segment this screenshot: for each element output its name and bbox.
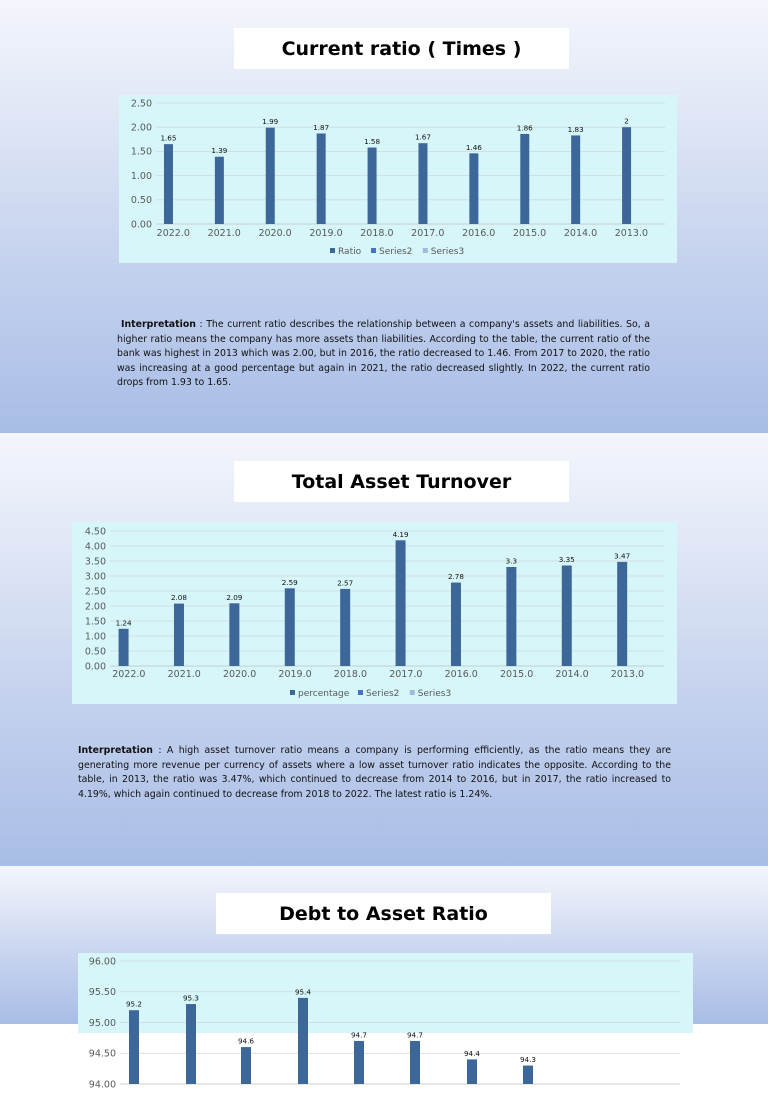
x-tick-label: 2022.0 bbox=[156, 228, 190, 239]
data-label: 1.99 bbox=[262, 117, 279, 127]
section-debt-to-asset bbox=[0, 866, 768, 1091]
data-label: 94.6 bbox=[237, 1036, 255, 1046]
y-tick-label: 1.00 bbox=[84, 631, 106, 643]
chart-current-ratio bbox=[119, 95, 677, 263]
y-tick-label: 1.50 bbox=[130, 146, 152, 158]
legend-label: Series3 bbox=[430, 247, 465, 257]
legend-label: Series3 bbox=[417, 689, 452, 699]
bar bbox=[266, 128, 275, 224]
interpretation-text: The current ratio describes the relationship between a company's assets and liabilities. So, a higher ratio means the company has more assets than liabilities. According to the table, the current ratio of the bank was highest in 2013 which was 2.00, but in 2016, the ratio decreased to 1.46. From 2017 to 2020, the ratio was increasing at a good percentage but again in 2021, the ratio decreased slightly. In 2022, the current ratio drops from 1.93 to 1.65. bbox=[117, 319, 650, 388]
interpretation-label: Interpretation bbox=[121, 319, 196, 330]
data-label: 1.39 bbox=[211, 146, 228, 156]
legend-label: percentage bbox=[298, 689, 350, 699]
bar bbox=[129, 1010, 139, 1084]
data-label: 1.46 bbox=[465, 142, 482, 152]
data-label: 95.2 bbox=[125, 999, 143, 1009]
legend-swatch bbox=[290, 690, 295, 695]
bar bbox=[229, 603, 239, 666]
x-tick-label: 2013.0 bbox=[610, 669, 645, 680]
interpretation-label: Interpretation bbox=[78, 745, 153, 756]
bar bbox=[562, 566, 572, 667]
y-tick-label: 95.00 bbox=[88, 1017, 116, 1029]
bar bbox=[571, 135, 580, 224]
y-tick-label: 0.50 bbox=[130, 195, 152, 207]
y-tick-label: 2.00 bbox=[130, 122, 152, 134]
section-title: Debt to Asset Ratio bbox=[216, 893, 551, 934]
y-tick-label: 1.00 bbox=[130, 170, 152, 182]
data-label: 94.3 bbox=[519, 1055, 537, 1065]
bar bbox=[215, 157, 224, 224]
y-tick-label: 0.00 bbox=[130, 219, 152, 231]
y-tick-label: 3.00 bbox=[84, 571, 106, 583]
data-label: 2.57 bbox=[337, 578, 354, 588]
x-tick-label: 2016.0 bbox=[462, 228, 496, 239]
legend-swatch bbox=[423, 248, 428, 253]
data-label: 2 bbox=[624, 116, 629, 126]
x-tick-label: 2015.0 bbox=[500, 669, 534, 680]
data-label: 94.7 bbox=[350, 1030, 368, 1040]
bar bbox=[241, 1047, 251, 1084]
bar bbox=[396, 540, 406, 666]
section-title: Current ratio ( Times ) bbox=[234, 28, 569, 69]
x-tick-label: 2018.0 bbox=[360, 228, 394, 239]
data-label: 4.19 bbox=[392, 529, 409, 539]
chart-svg bbox=[72, 522, 677, 704]
x-tick-label: 2017.0 bbox=[389, 669, 423, 680]
bar bbox=[467, 1059, 477, 1084]
section-total-asset-turnover bbox=[0, 433, 768, 866]
x-tick-label: 2015.0 bbox=[512, 228, 547, 239]
x-tick-label: 2014.0 bbox=[555, 669, 589, 680]
data-label: 1.83 bbox=[567, 124, 584, 134]
section-current-ratio bbox=[0, 0, 768, 433]
bar bbox=[164, 144, 173, 224]
legend-label: Series2 bbox=[366, 689, 400, 699]
x-tick-label: 2020.0 bbox=[223, 669, 257, 680]
data-label: 1.86 bbox=[516, 123, 533, 133]
data-label: 94.4 bbox=[463, 1048, 481, 1058]
bar bbox=[186, 1004, 196, 1084]
x-tick-label: 2019.0 bbox=[309, 228, 343, 239]
data-label: 3.35 bbox=[558, 555, 575, 564]
y-tick-label: 96.00 bbox=[88, 956, 116, 968]
x-tick-label: 2021.0 bbox=[167, 669, 201, 680]
chart-debt-to-asset bbox=[78, 953, 693, 1091]
x-tick-label: 2019.0 bbox=[278, 669, 312, 680]
interpretation-separator: : bbox=[195, 319, 207, 330]
bar bbox=[418, 143, 427, 224]
data-label: 2.59 bbox=[281, 577, 298, 587]
data-label: 1.24 bbox=[115, 618, 132, 628]
legend-swatch bbox=[330, 248, 335, 253]
legend-swatch bbox=[410, 690, 415, 695]
y-tick-label: 95.50 bbox=[88, 987, 116, 999]
bar bbox=[523, 1066, 533, 1084]
bar bbox=[617, 562, 627, 666]
bar bbox=[317, 133, 326, 224]
x-tick-label: 2021.0 bbox=[207, 228, 241, 239]
bar bbox=[298, 998, 308, 1084]
y-tick-label: 4.00 bbox=[84, 541, 106, 553]
x-tick-label: 2022.0 bbox=[112, 669, 146, 680]
interpretation-paragraph bbox=[117, 318, 650, 391]
y-tick-label: 0.50 bbox=[84, 646, 106, 658]
bar bbox=[174, 604, 184, 666]
data-label: 3.3 bbox=[505, 556, 518, 566]
chart-total-asset-turnover bbox=[72, 522, 677, 704]
chart-svg bbox=[78, 953, 693, 1093]
interpretation-text: A high asset turnover ratio means a company is performing efficiently, as the ratio means they are generating more revenue per currency of assets where a low asset turnover ratio indicates the opposite. According to the table, in 2013, the ratio was 3.47%, which continued to decrease from 2014 to 2016, but in 2017, the ratio increased to 4.19%, which again continued to decrease from 2018 to 2022. The latest ratio is 1.24%. bbox=[78, 745, 671, 800]
y-tick-label: 2.50 bbox=[130, 98, 152, 110]
y-tick-label: 3.50 bbox=[84, 556, 106, 568]
legend-swatch bbox=[371, 248, 376, 253]
data-label: 1.87 bbox=[313, 122, 330, 132]
data-label: 1.58 bbox=[364, 137, 381, 147]
data-label: 3.47 bbox=[614, 551, 631, 561]
x-tick-label: 2016.0 bbox=[444, 669, 478, 680]
data-label: 95.4 bbox=[294, 987, 312, 997]
y-tick-label: 0.00 bbox=[84, 661, 106, 673]
x-tick-label: 2018.0 bbox=[333, 669, 368, 680]
interpretation-separator: : bbox=[152, 745, 167, 756]
data-label: 2.78 bbox=[447, 572, 464, 582]
data-label: 1.67 bbox=[414, 132, 431, 142]
bar bbox=[469, 153, 478, 224]
bar bbox=[285, 588, 295, 666]
y-tick-label: 4.50 bbox=[84, 526, 106, 538]
data-label: 94.7 bbox=[406, 1030, 424, 1040]
x-tick-label: 2013.0 bbox=[614, 228, 649, 239]
interpretation-paragraph bbox=[78, 744, 671, 802]
bar bbox=[622, 127, 631, 224]
data-label: 2.08 bbox=[170, 593, 187, 603]
x-tick-label: 2014.0 bbox=[563, 228, 598, 239]
y-tick-label: 2.00 bbox=[84, 601, 106, 613]
chart-svg bbox=[119, 95, 677, 263]
legend-swatch bbox=[358, 690, 363, 695]
data-label: 1.65 bbox=[160, 133, 177, 143]
y-tick-label: 94.50 bbox=[88, 1048, 116, 1060]
legend-label: Ratio bbox=[338, 247, 362, 257]
x-tick-label: 2020.0 bbox=[258, 228, 292, 239]
bar bbox=[119, 629, 129, 666]
data-label: 2.09 bbox=[226, 592, 243, 602]
y-tick-label: 1.50 bbox=[84, 616, 106, 628]
y-tick-label: 94.00 bbox=[88, 1079, 116, 1091]
section-title: Total Asset Turnover bbox=[234, 461, 569, 502]
bar bbox=[368, 148, 377, 224]
x-tick-label: 2017.0 bbox=[411, 228, 445, 239]
bar bbox=[506, 567, 516, 666]
y-tick-label: 2.50 bbox=[84, 586, 106, 598]
bar bbox=[520, 134, 529, 224]
bar bbox=[410, 1041, 420, 1084]
legend-label: Series2 bbox=[379, 247, 413, 257]
bar bbox=[340, 589, 350, 666]
bar bbox=[451, 583, 461, 666]
bar bbox=[354, 1041, 364, 1084]
data-label: 95.3 bbox=[182, 993, 200, 1003]
